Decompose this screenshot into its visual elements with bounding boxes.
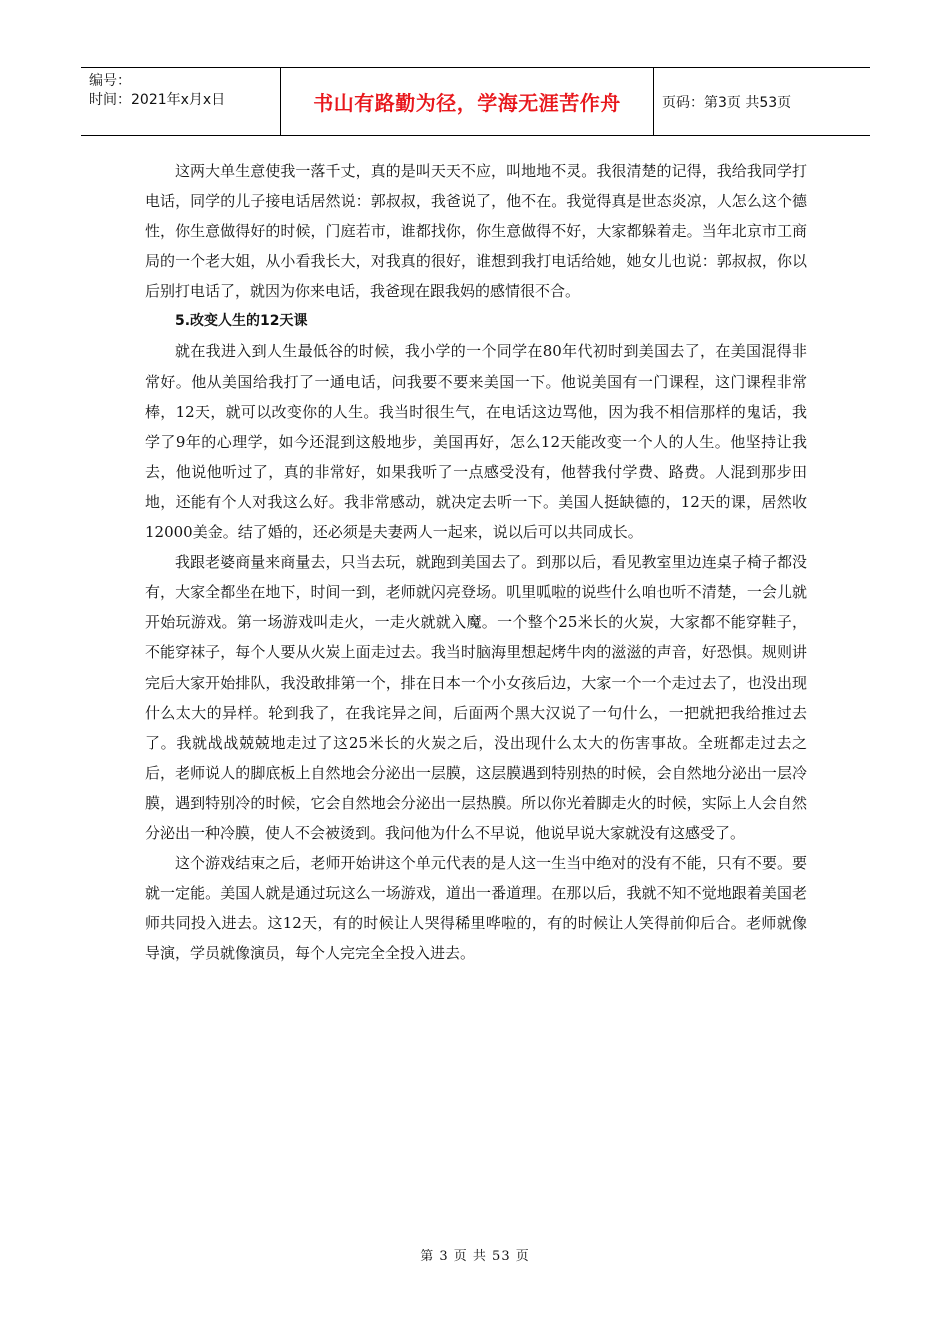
section-heading: 5.改变人生的12天课 (175, 313, 308, 330)
page-info: 页码：第3页 共53页 (662, 94, 792, 111)
header-meta-cell (81, 68, 281, 135)
body-paragraph: 我跟老婆商量来商量去，只当去玩，就跑到美国去了。到那以后，看见教室里边连桌子椅子都没有，大家全都坐在地下，时间一到，老师就闪亮登场。叽里呱啦的说些什么咱也听不清楚，一会儿就开始玩游戏。第一场游戏叫走火，一走火就就入魔。一个整个25米长的火炭，大家都不能穿鞋子，不能穿袜子，每个人要从火炭上面走过去。我当时脑海里想起烤牛肉的滋滋的声音，好恐惧。规则讲完后大家开始排队，我没敢排第一个，排在日本一个小女孩后边，大家一个一个走过去了，也没出现什么太大的异样。轮到我了，在我诧异之间，后面两个黑大汉说了一句什么，一把就把我给推过去了。我就战战兢兢地走过了这25米长的火炭之后，没出现什么太大的伤害事故。全班都走过去之后，老师说人的脚底板上自然地会分泌出一层膜，这层膜遇到特别热的时候，会自然地分泌出一层冷膜，遇到特别冷的时候，它会自然地会分泌出一层热膜。所以你光着脚走火的时候，实际上人会自然分泌出一种冷膜，使人不会被烫到。我问他为什么不早说，他说早说大家就没有这感受了。 (145, 553, 807, 842)
header-motto-cell (281, 68, 654, 135)
page-footer: 第 3 页 共 53 页 (420, 1249, 530, 1264)
document-header (81, 67, 870, 136)
motto-text: 书山有路勤为径，学海无涯苦作舟 (313, 91, 621, 115)
date-line: 时间：2021年x月x日 (89, 92, 226, 108)
body-paragraph: 这个游戏结束之后，老师开始讲这个单元代表的是人这一生当中绝对的没有不能，只有不要。要就一定能。美国人就是通过玩这么一场游戏，道出一番道理。在那以后，我就不知不觉地跟着美国老师共同投入进去。这12天，有的时候让人哭得稀里哗啦的，有的时候让人笑得前仰后合。老师就像导演，学员就像演员，每个人完完全全投入进去。 (145, 854, 807, 963)
number-label: 编号： (89, 73, 131, 89)
header-page-cell (654, 68, 870, 135)
body-paragraph: 就在我进入到人生最低谷的时候，我小学的一个同学在80年代初时到美国去了，在美国混得非常好。他从美国给我打了一通电话，问我要不要来美国一下。他说美国有一门课程，这门课程非常棒，12天，就可以改变你的人生。我当时很生气，在电话这边骂他，因为我不相信那样的鬼话，我学了9年的心理学，如今还混到这般地步，美国再好，怎么12天能改变一个人的人生。他坚持让我去，他说他听过了，真的非常好，如果我听了一点感受没有，他替我付学费、路费。人混到那步田地，还能有个人对我这么好。我非常感动，就决定去听一下。美国人挺缺德的，12天的课，居然收12000美金。结了婚的，还必须是夫妻两人一起来，说以后可以共同成长。 (145, 342, 807, 542)
document-body (145, 156, 807, 968)
body-paragraph: 这两大单生意使我一落千丈，真的是叫天天不应，叫地地不灵。我很清楚的记得，我给我同学打电话，同学的儿子接电话居然说：郭叔叔，我爸说了，他不在。我觉得真是世态炎凉，人怎么这个德性，你生意做得好的时候，门庭若市，谁都找你，你生意做得不好，大家都躲着走。当年北京市工商局的一个老大姐，从小看我长大，对我真的很好，谁想到我打电话给她，她女儿也说：郭叔叔，你以后别打电话了，就因为你来电话，我爸现在跟我妈的感情很不合。 (145, 162, 807, 301)
